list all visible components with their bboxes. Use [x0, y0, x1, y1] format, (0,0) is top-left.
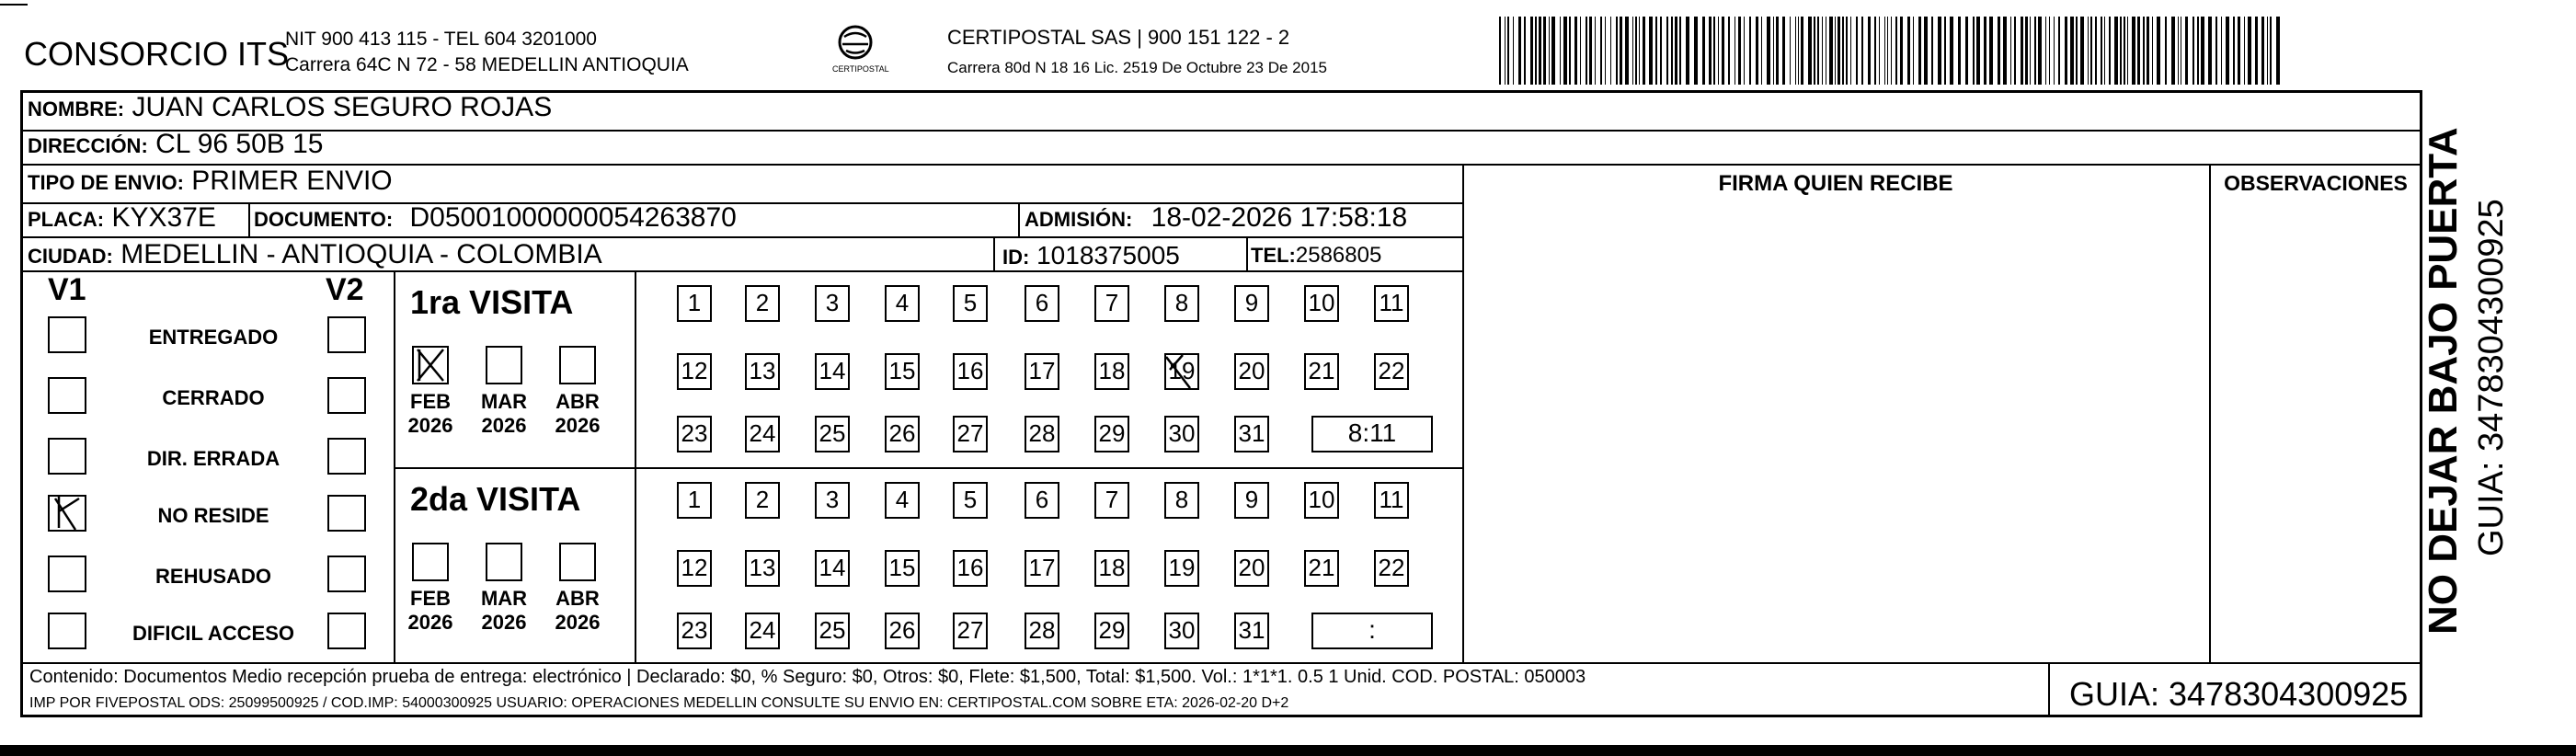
month-year: 2026	[481, 414, 527, 437]
barcode-bar	[1679, 17, 1681, 85]
v2-checkbox-no-reside[interactable]	[327, 495, 366, 532]
barcode-bar	[1625, 17, 1629, 85]
barcode-bar	[2120, 17, 2122, 85]
id-label: ID:	[1002, 246, 1030, 269]
barcode-bar	[2021, 17, 2023, 85]
barcode-bar	[2104, 17, 2105, 85]
visita-1-day-26[interactable]: 26	[885, 416, 920, 452]
barcode-bar	[1589, 17, 1592, 85]
visita-1-day-18[interactable]: 18	[1094, 353, 1129, 390]
barcode-bar	[1518, 17, 1521, 85]
barcode-bar	[2226, 17, 2229, 85]
barcode-bar	[2267, 17, 2268, 85]
barcode-bar	[2221, 17, 2222, 85]
barcode-bar	[2124, 17, 2125, 85]
barcode-bar	[1795, 17, 1796, 85]
tipo-envio-value: PRIMER ENVIO	[191, 166, 393, 196]
visita-1-day-15[interactable]: 15	[885, 353, 920, 390]
barcode-bar	[1884, 17, 1885, 85]
v2-header: V2	[326, 272, 364, 307]
barcode-bar	[1610, 17, 1611, 85]
placa-label: PLACA:	[28, 208, 105, 231]
month-year: 2026	[555, 414, 601, 437]
admision-row	[1025, 202, 1407, 234]
barcode-bar	[1790, 17, 1791, 85]
barcode-bar	[2038, 17, 2042, 85]
visita-1-day-12[interactable]: 12	[677, 353, 712, 390]
month-name: FEB	[410, 587, 451, 610]
barcode-bar	[1686, 17, 1689, 85]
visita-1-day-17[interactable]: 17	[1025, 353, 1059, 390]
barcode-bar	[1868, 17, 1871, 85]
visita-2-day-30[interactable]: 30	[1164, 613, 1199, 649]
month-year: 2026	[481, 611, 527, 634]
tel-value: 2586805	[1295, 243, 1382, 268]
barcode-bar	[1543, 17, 1546, 85]
barcode-bar	[1989, 17, 1993, 85]
barcode-bar	[1900, 17, 1903, 85]
month-name: ABR	[555, 390, 600, 413]
carrier-address: Carrera 80d N 18 16 Lic. 2519 De Octubre 23 De 2015	[947, 59, 1327, 76]
barcode-bar	[1773, 17, 1774, 85]
documento-row	[254, 202, 737, 234]
visita-2-day-26[interactable]: 26	[885, 613, 920, 649]
barcode-bar	[1895, 17, 1897, 85]
barcode-bar	[1713, 17, 1715, 85]
barcode-bar	[1973, 17, 1975, 85]
barcode-bar	[2080, 17, 2084, 85]
visita-1-day-7[interactable]: 7	[1094, 285, 1129, 322]
status-label-dificil-acceso: DIFICIL ACCESO	[132, 622, 294, 645]
visita-2-day-24[interactable]: 24	[745, 613, 780, 649]
footer-contenido: Contenido: Documentos Medio recepción prueba de entrega: electrónico | Declarado: $0, % Seguro: $0, Otros: $0, Flete: $1,500, Total: $1,500. Vol.: 1*1*1. 0.5 1 Unid. COD. POSTAL: 050003	[29, 667, 1586, 687]
visita-1-day-13[interactable]: 13	[745, 353, 780, 390]
barcode-bar	[2070, 17, 2074, 85]
barcode-bar	[2238, 17, 2240, 85]
tel-label: TEL:	[1251, 244, 1296, 267]
visita-1-day-20[interactable]: 20	[1234, 353, 1269, 390]
barcode-bar	[1643, 17, 1645, 85]
barcode-bar	[1655, 17, 1657, 85]
visita-1-day-16[interactable]: 16	[953, 353, 988, 390]
visita-1-day-19[interactable]: 19	[1164, 353, 1199, 390]
visita-2-day-13[interactable]: 13	[745, 550, 780, 587]
visita-2-day-18[interactable]: 18	[1094, 550, 1129, 587]
id-value: 1018375005	[1036, 241, 1180, 269]
footer-imp: IMP POR FIVEPOSTAL ODS: 25099500925 / COD.IMP: 54000300925 USUARIO: OPERACIONES MEDELLIN CONSULTE SU ENVIO EN: CERTIPOSTAL.COM SOBRE ETA: 2026-02-20 D+2	[29, 695, 1289, 711]
observaciones-header: OBSERVACIONES	[2224, 171, 2408, 195]
barcode-bar	[1842, 17, 1844, 85]
visita-1-day-8[interactable]: 8	[1164, 285, 1199, 322]
nombre-value: JUAN CARLOS SEGURO ROJAS	[132, 92, 553, 122]
barcode-bar	[2132, 17, 2135, 85]
visita-1-month-checkbox-feb[interactable]	[412, 346, 449, 384]
v1-checkbox-entregado[interactable]	[48, 316, 86, 353]
barcode-bar	[1835, 17, 1836, 85]
month-name: MAR	[480, 587, 528, 610]
barcode-bar	[1817, 17, 1819, 85]
visita-1-month-label	[550, 390, 605, 438]
visita-1-day-24[interactable]: 24	[745, 416, 780, 452]
visita-2-time-box[interactable]: :	[1311, 613, 1433, 649]
month-year: 2026	[407, 414, 453, 437]
barcode-bar	[1846, 17, 1848, 85]
barcode-bar	[1861, 17, 1863, 85]
visita-1-day-9[interactable]: 9	[1234, 285, 1269, 322]
barcode-bar	[2058, 17, 2060, 85]
month-name: FEB	[410, 390, 451, 413]
barcode-bar	[2143, 17, 2145, 85]
visita-1-day-4[interactable]: 4	[885, 285, 920, 322]
visita-2-day-22[interactable]: 22	[1374, 550, 1409, 587]
v1-checkbox-cerrado[interactable]	[48, 377, 86, 414]
barcode-bar	[2090, 17, 2092, 85]
barcode-bar	[1694, 17, 1698, 85]
visita-1-day-29[interactable]: 29	[1094, 416, 1129, 452]
visita-2-title: 2da VISITA	[410, 480, 581, 518]
ciudad-label: CIUDAD:	[28, 245, 113, 268]
barcode-bar	[2152, 17, 2153, 85]
barcode-bar	[1580, 17, 1581, 85]
barcode-bar	[1761, 17, 1762, 85]
barcode-bar	[1505, 17, 1506, 85]
barcode-bar	[2244, 17, 2245, 85]
status-label-entregado: ENTREGADO	[148, 326, 279, 349]
barcode-bar	[1808, 17, 1812, 85]
barcode-bar	[1549, 17, 1550, 85]
barcode-bar	[2255, 17, 2258, 85]
v2-checkbox-cerrado[interactable]	[327, 377, 366, 414]
barcode-bar	[1530, 17, 1533, 85]
ciudad-row	[28, 239, 602, 270]
visita-1-day-6[interactable]: 6	[1025, 285, 1059, 322]
direccion-row	[28, 129, 323, 160]
barcode-bar	[1976, 17, 1980, 85]
barcode-bar	[2215, 17, 2217, 85]
visita-2-month-checkbox-mar[interactable]	[486, 543, 522, 581]
barcode-bar	[1595, 17, 1596, 85]
placa-row	[28, 202, 216, 234]
barcode-bar	[1605, 17, 1606, 85]
month-name: ABR	[555, 587, 600, 610]
barcode-bar	[2003, 17, 2007, 85]
barcode-bar	[2171, 17, 2175, 85]
logo-caption: CERTIPOSTAL	[832, 64, 889, 74]
barcode-bar	[1907, 17, 1910, 85]
visita-2-day-27[interactable]: 27	[953, 613, 988, 649]
visita-2-day-31[interactable]: 31	[1234, 613, 1269, 649]
barcode-bar	[2157, 17, 2160, 85]
visita-2-month-label	[403, 587, 458, 635]
barcode-bar	[1513, 17, 1514, 85]
v2-checkbox-entregado[interactable]	[327, 316, 366, 353]
visita-2-day-23[interactable]: 23	[677, 613, 712, 649]
barcode-bar	[1767, 17, 1770, 85]
barcode-bar	[2165, 17, 2167, 85]
v2-checkbox-rehusado[interactable]	[327, 556, 366, 592]
v2-checkbox-dir-errada[interactable]	[327, 438, 366, 475]
barcode	[1499, 17, 2281, 85]
firma-header: FIRMA QUIEN RECIBE	[1718, 171, 1953, 196]
ciudad-value: MEDELLIN - ANTIOQUIA - COLOMBIA	[120, 239, 602, 269]
barcode-bar	[1887, 17, 1888, 85]
barcode-bar	[1814, 17, 1815, 85]
admision-label: ADMISIÓN:	[1025, 208, 1133, 231]
barcode-bar	[1718, 17, 1719, 85]
id-row	[1002, 241, 1180, 270]
barcode-bar	[1675, 17, 1677, 85]
visita-2-day-8[interactable]: 8	[1164, 482, 1199, 519]
visita-2-day-5[interactable]: 5	[953, 482, 988, 519]
visita-2-day-12[interactable]: 12	[677, 550, 712, 587]
visita-2-day-29[interactable]: 29	[1094, 613, 1129, 649]
barcode-bar	[1560, 17, 1561, 85]
tipo-envio-label: TIPO DE ENVIO:	[28, 171, 184, 194]
direccion-value: CL 96 50B 15	[155, 129, 324, 159]
barcode-bar	[1535, 17, 1537, 85]
status-label-cerrado: CERRADO	[162, 386, 265, 409]
barcode-bar	[2270, 17, 2272, 85]
barcode-bar	[1958, 17, 1961, 85]
visita-2-day-14[interactable]: 14	[815, 550, 850, 587]
barcode-bar	[1616, 17, 1618, 85]
barcode-bar	[1660, 17, 1662, 85]
visita-2-day-7[interactable]: 7	[1094, 482, 1129, 519]
barcode-bar	[2076, 17, 2078, 85]
barcode-bar	[2192, 17, 2194, 85]
visita-1-month-checkbox-abr[interactable]	[559, 346, 596, 384]
barcode-bar	[2049, 17, 2050, 85]
barcode-bar	[1649, 17, 1653, 85]
barcode-bar	[1931, 17, 1933, 85]
barcode-bar	[1728, 17, 1730, 85]
barcode-bar	[1798, 17, 1799, 85]
visita-2-day-17[interactable]: 17	[1025, 550, 1059, 587]
barcode-bar	[1722, 17, 1724, 85]
visita-1-day-28[interactable]: 28	[1025, 416, 1059, 452]
documento-value: D05001000000054263870	[409, 202, 737, 233]
visita-2-day-3[interactable]: 3	[815, 482, 850, 519]
v1-checkbox-rehusado[interactable]	[48, 556, 86, 592]
visita-1-day-5[interactable]: 5	[953, 285, 988, 322]
documento-label: DOCUMENTO:	[254, 208, 394, 231]
visita-2-day-11[interactable]: 11	[1374, 482, 1409, 519]
visita-1-day-21[interactable]: 21	[1304, 353, 1339, 390]
tipo-envio-row	[28, 166, 393, 197]
barcode-bar	[1551, 17, 1555, 85]
nombre-row	[28, 92, 552, 123]
barcode-bar	[2178, 17, 2179, 85]
barcode-bar	[2147, 17, 2149, 85]
barcode-bar	[1918, 17, 1921, 85]
barcode-bar	[2109, 17, 2111, 85]
barcode-bar	[1702, 17, 1705, 85]
barcode-bar	[1782, 17, 1785, 85]
visita-2-day-6[interactable]: 6	[1025, 482, 1059, 519]
barcode-bar	[1776, 17, 1779, 85]
company-name: CONSORCIO ITS	[24, 35, 290, 73]
company-address: Carrera 64C N 72 - 58 MEDELLIN ANTIOQUIA	[285, 54, 689, 75]
v1-checkbox-dir-errada[interactable]	[48, 438, 86, 475]
barcode-bar	[2137, 17, 2140, 85]
barcode-bar	[2045, 17, 2046, 85]
barcode-bar	[1938, 17, 1941, 85]
barcode-bar	[1856, 17, 1858, 85]
visita-2-day-16[interactable]: 16	[953, 550, 988, 587]
visita-1-month-label	[403, 390, 458, 438]
visita-2-month-label	[476, 587, 532, 635]
visita-2-day-1[interactable]: 1	[677, 482, 712, 519]
barcode-bar	[2095, 17, 2097, 85]
visita-2-day-20[interactable]: 20	[1234, 550, 1269, 587]
barcode-bar	[2197, 17, 2199, 85]
barcode-bar	[1879, 17, 1880, 85]
barcode-bar	[1965, 17, 1968, 85]
barcode-bar	[1524, 17, 1526, 85]
month-name: MAR	[480, 390, 528, 413]
barcode-bar	[1984, 17, 1986, 85]
barcode-bar	[1709, 17, 1712, 85]
barcode-bar	[1666, 17, 1668, 85]
month-year: 2026	[407, 611, 453, 634]
visita-1-day-14[interactable]: 14	[815, 353, 850, 390]
tel-row	[1251, 243, 1381, 269]
visita-2-month-checkbox-abr[interactable]	[559, 543, 596, 581]
barcode-bar	[1738, 17, 1741, 85]
side-guia: GUIA: 3478304300925	[2472, 199, 2511, 556]
placa-value: KYX37E	[111, 202, 216, 233]
barcode-bar	[1756, 17, 1758, 85]
visita-2-day-9[interactable]: 9	[1234, 482, 1269, 519]
status-label-no-reside: NO RESIDE	[157, 504, 269, 527]
barcode-bar	[2261, 17, 2264, 85]
barcode-bar	[2248, 17, 2251, 85]
barcode-bar	[1507, 17, 1509, 85]
visita-2-day-25[interactable]: 25	[815, 613, 850, 649]
v1-checkbox-dificil-acceso[interactable]	[48, 613, 86, 649]
visita-2-day-10[interactable]: 10	[1304, 482, 1339, 519]
barcode-bar	[1891, 17, 1892, 85]
barcode-bar	[2201, 17, 2204, 85]
visita-2-day-4[interactable]: 4	[885, 482, 920, 519]
barcode-bar	[2014, 17, 2016, 85]
visita-1-time-box[interactable]: 8:11	[1311, 416, 1433, 452]
visita-1-day-30[interactable]: 30	[1164, 416, 1199, 452]
barcode-bar	[2114, 17, 2118, 85]
month-year: 2026	[555, 611, 601, 634]
visita-2-day-19[interactable]: 19	[1164, 550, 1199, 587]
visita-1-month-label	[476, 390, 532, 438]
barcode-bar	[1874, 17, 1876, 85]
company-nit: NIT 900 413 115 - TEL 604 3201000	[285, 29, 597, 50]
barcode-bar	[1574, 17, 1577, 85]
visita-1-day-10[interactable]: 10	[1304, 285, 1339, 322]
barcode-bar	[2054, 17, 2055, 85]
visita-1-title: 1ra VISITA	[410, 283, 574, 321]
barcode-bar	[1586, 17, 1587, 85]
visita-1-day-27[interactable]: 27	[953, 416, 988, 452]
barcode-bar	[1620, 17, 1622, 85]
barcode-bar	[1499, 17, 1501, 85]
barcode-bar	[1539, 17, 1541, 85]
barcode-bar	[1671, 17, 1673, 85]
barcode-bar	[1632, 17, 1633, 85]
visita-2-day-28[interactable]: 28	[1025, 613, 1059, 649]
visita-2-day-15[interactable]: 15	[885, 550, 920, 587]
nombre-label: NOMBRE:	[28, 97, 125, 120]
barcode-bar	[2233, 17, 2235, 85]
carrier-name: CERTIPOSTAL SAS | 900 151 122 - 2	[947, 26, 1290, 49]
barcode-bar	[1838, 17, 1840, 85]
barcode-bar	[1744, 17, 1745, 85]
barcode-bar	[1600, 17, 1602, 85]
barcode-bar	[1635, 17, 1637, 85]
status-label-dir-errada: DIR. ERRADA	[146, 447, 280, 470]
barcode-bar	[2034, 17, 2036, 85]
corner-dash	[0, 4, 28, 6]
visita-1-day-11[interactable]: 11	[1374, 285, 1409, 322]
barcode-bar	[1822, 17, 1823, 85]
visita-1-day-23[interactable]: 23	[677, 416, 712, 452]
direccion-label: DIRECCIÓN:	[28, 134, 148, 157]
footer-guia: GUIA: 3478304300925	[2069, 675, 2409, 713]
barcode-bar	[2065, 17, 2067, 85]
barcode-bar	[2025, 17, 2028, 85]
barcode-bar	[1639, 17, 1640, 85]
visita-1-day-31[interactable]: 31	[1234, 416, 1269, 452]
barcode-bar	[2276, 17, 2280, 85]
visita-2-day-2[interactable]: 2	[745, 482, 780, 519]
side-warning: NO DEJAR BAJO PUERTA	[2421, 127, 2466, 635]
visita-1-day-1[interactable]: 1	[677, 285, 712, 322]
barcode-bar	[1569, 17, 1571, 85]
admision-value: 18-02-2026 17:58:18	[1151, 202, 1408, 233]
barcode-bar	[1850, 17, 1851, 85]
barcode-bar	[1801, 17, 1803, 85]
barcode-bar	[2010, 17, 2011, 85]
bottom-band	[0, 745, 2576, 756]
barcode-bar	[1950, 17, 1953, 85]
barcode-bar	[1749, 17, 1751, 85]
barcode-bar	[2127, 17, 2128, 85]
barcode-bar	[1944, 17, 1946, 85]
visita-2-month-checkbox-feb[interactable]	[412, 543, 449, 581]
visita-1-month-checkbox-mar[interactable]	[486, 346, 522, 384]
barcode-bar	[2208, 17, 2212, 85]
barcode-bar	[1829, 17, 1833, 85]
v1-checkbox-no-reside[interactable]	[48, 495, 86, 532]
barcode-bar	[1924, 17, 1928, 85]
barcode-bar	[2030, 17, 2031, 85]
visita-2-month-label	[550, 587, 605, 635]
barcode-bar	[2185, 17, 2188, 85]
visita-1-day-3[interactable]: 3	[815, 285, 850, 322]
visita-2-day-21[interactable]: 21	[1304, 550, 1339, 587]
barcode-bar	[2101, 17, 2102, 85]
barcode-bar	[2088, 17, 2089, 85]
barcode-bar	[1563, 17, 1567, 85]
visita-1-day-25[interactable]: 25	[815, 416, 850, 452]
v1-header: V1	[48, 272, 86, 307]
v2-checkbox-dificil-acceso[interactable]	[327, 613, 366, 649]
visita-1-day-2[interactable]: 2	[745, 285, 780, 322]
barcode-bar	[1913, 17, 1914, 85]
visita-1-day-22[interactable]: 22	[1374, 353, 1409, 390]
status-label-rehusado: REHUSADO	[155, 565, 271, 588]
barcode-bar	[1998, 17, 2000, 85]
